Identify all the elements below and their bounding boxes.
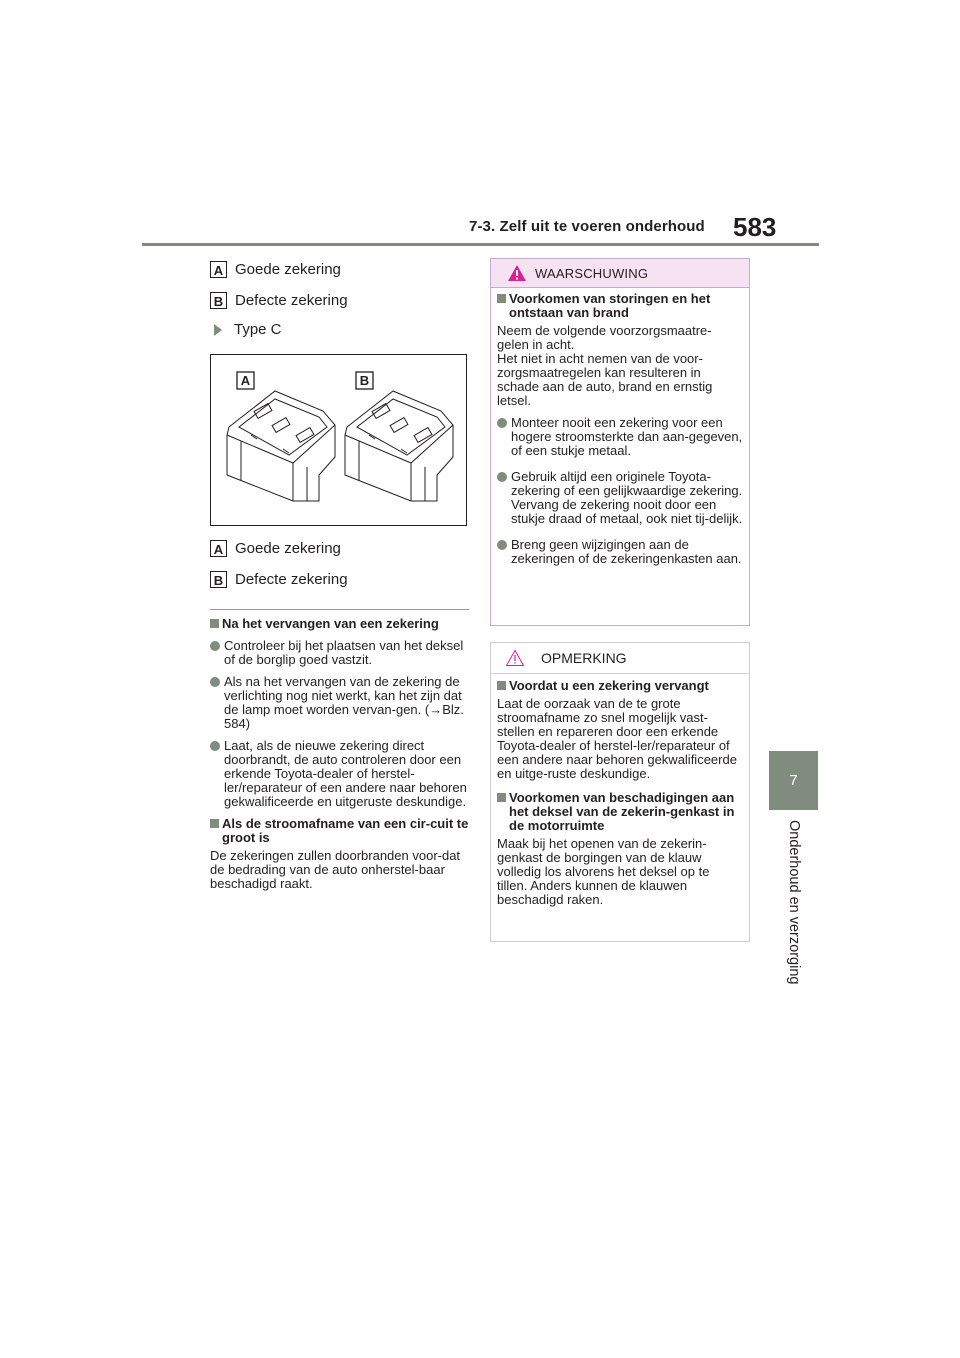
label-text: Defecte zekering: [235, 292, 348, 309]
warning-header: [491, 259, 749, 288]
note-box: [490, 642, 750, 942]
dot-bullet-icon: [497, 540, 507, 550]
chapter-number: 7: [789, 772, 798, 789]
paragraph: Neem de volgende voorzorgsmaatre-gelen in acht. Het niet in acht nemen van de voor-zorgsmaatregelen kan resulteren in schade aan de auto, brand en ernstig letsel.: [497, 323, 713, 408]
label-good-fuse: [210, 261, 341, 278]
note-header: [491, 643, 749, 674]
square-bullet-icon: [497, 681, 506, 690]
type-c-label: Type C: [234, 321, 282, 338]
dot-bullet-icon: [210, 677, 220, 687]
paragraph: Maak bij het openen van de zekerin-genkast de borgingen van de klauw volledig los alvorens het deksel op te tillen. Anders kunnen de klauwen beschadigd raken.: [497, 836, 710, 907]
dot-bullet-icon: [497, 472, 507, 482]
paragraph: De zekeringen zullen doorbranden voor-dat de bedrading van de auto onherstel-baar beschadigd raakt.: [210, 848, 461, 891]
fuse-a: [227, 391, 335, 501]
square-bullet-icon: [210, 619, 219, 628]
warning-title: WAARSCHUWING: [535, 265, 649, 281]
note-body: [497, 679, 743, 907]
paragraph: Laat de oorzaak van de te grote stroomafname zo snel mogelijk vast-stellen en repareren door een erkende Toyota-dealer of herstel-ler/reparateur of een andere naar behoren gekwalificeerde en uitge-ruste deskundige.: [497, 696, 737, 781]
subheading: Als de stroomafname van een cir-cuit te groot is: [210, 817, 472, 845]
figure-label-a: A: [240, 373, 251, 388]
dot-bullet-icon: [497, 418, 507, 428]
square-bullet-icon: [210, 819, 219, 828]
section-title: 7-3. Zelf uit te voeren onderhoud: [469, 218, 705, 235]
subheading: Voorkomen van beschadigingen aan het deksel van de zekerin-genkast in de motorruimte: [497, 791, 743, 833]
list-item: Breng geen wijzigingen aan de zekeringen of de zekeringenkasten aan.: [497, 538, 743, 566]
fuse-b: [345, 391, 453, 501]
dot-bullet-icon: [210, 641, 220, 651]
label-good-fuse-2: [210, 540, 341, 557]
fuse-drawing: [211, 355, 466, 525]
list-item: Monteer nooit een zekering voor een hogere stroomsterkte dan aan-gegeven, of een stukje metaal.: [497, 416, 743, 458]
label-letter-box: B: [210, 571, 227, 588]
label-defective-fuse-2: [210, 571, 348, 588]
chapter-tab: [769, 751, 818, 810]
left-column: [210, 617, 472, 891]
caution-icon: [505, 649, 525, 667]
triangle-bullet-icon: [214, 324, 222, 336]
page-number: 583: [733, 212, 777, 242]
square-bullet-icon: [497, 793, 506, 802]
subheading: Na het vervangen van een zekering: [210, 617, 472, 631]
figure-label-b: B: [359, 373, 370, 388]
label-letter-box: A: [210, 261, 227, 278]
subheading: Voorkomen van storingen en het ontstaan van brand: [497, 292, 743, 320]
list-item: Gebruik altijd een originele Toyota-zekering of een gelijkwaardige zekering. Vervang de zekering nooit door een stukje draad of metaal, ook niet tij-delijk.: [497, 470, 743, 526]
list-item: Als na het vervangen van de zekering de verlichting nog niet werkt, kan het zijn dat de lamp moet worden vervan-gen. (→Blz. 584): [210, 675, 472, 731]
list-item: Controleer bij het plaatsen van het deksel of de borglip goed vastzit.: [210, 639, 472, 667]
chapter-title: Onderhoud en verzorging: [786, 820, 802, 985]
label-text: Defecte zekering: [235, 571, 348, 588]
section-divider: [210, 609, 469, 610]
label-letter-box: A: [210, 540, 227, 557]
type-c-heading: [210, 321, 282, 338]
dot-bullet-icon: [210, 741, 220, 751]
label-text: Goede zekering: [235, 540, 341, 557]
subheading: Voordat u een zekering vervangt: [497, 679, 743, 693]
label-text: Goede zekering: [235, 261, 341, 278]
warning-body: [497, 292, 743, 566]
list-item: Laat, als de nieuwe zekering direct doorbrandt, de auto controleren door een erkende Toyota-dealer of herstel-ler/reparateur of een andere naar behoren gekwalificeerde en uitgeruste deskundige.: [210, 739, 472, 809]
header-rule: [142, 243, 819, 246]
note-title: OPMERKING: [541, 650, 627, 666]
warning-box: [490, 258, 750, 626]
square-bullet-icon: [497, 294, 506, 303]
fuse-illustration: [210, 354, 467, 526]
warning-icon: [507, 264, 527, 282]
label-defective-fuse: [210, 292, 348, 309]
label-letter-box: B: [210, 292, 227, 309]
